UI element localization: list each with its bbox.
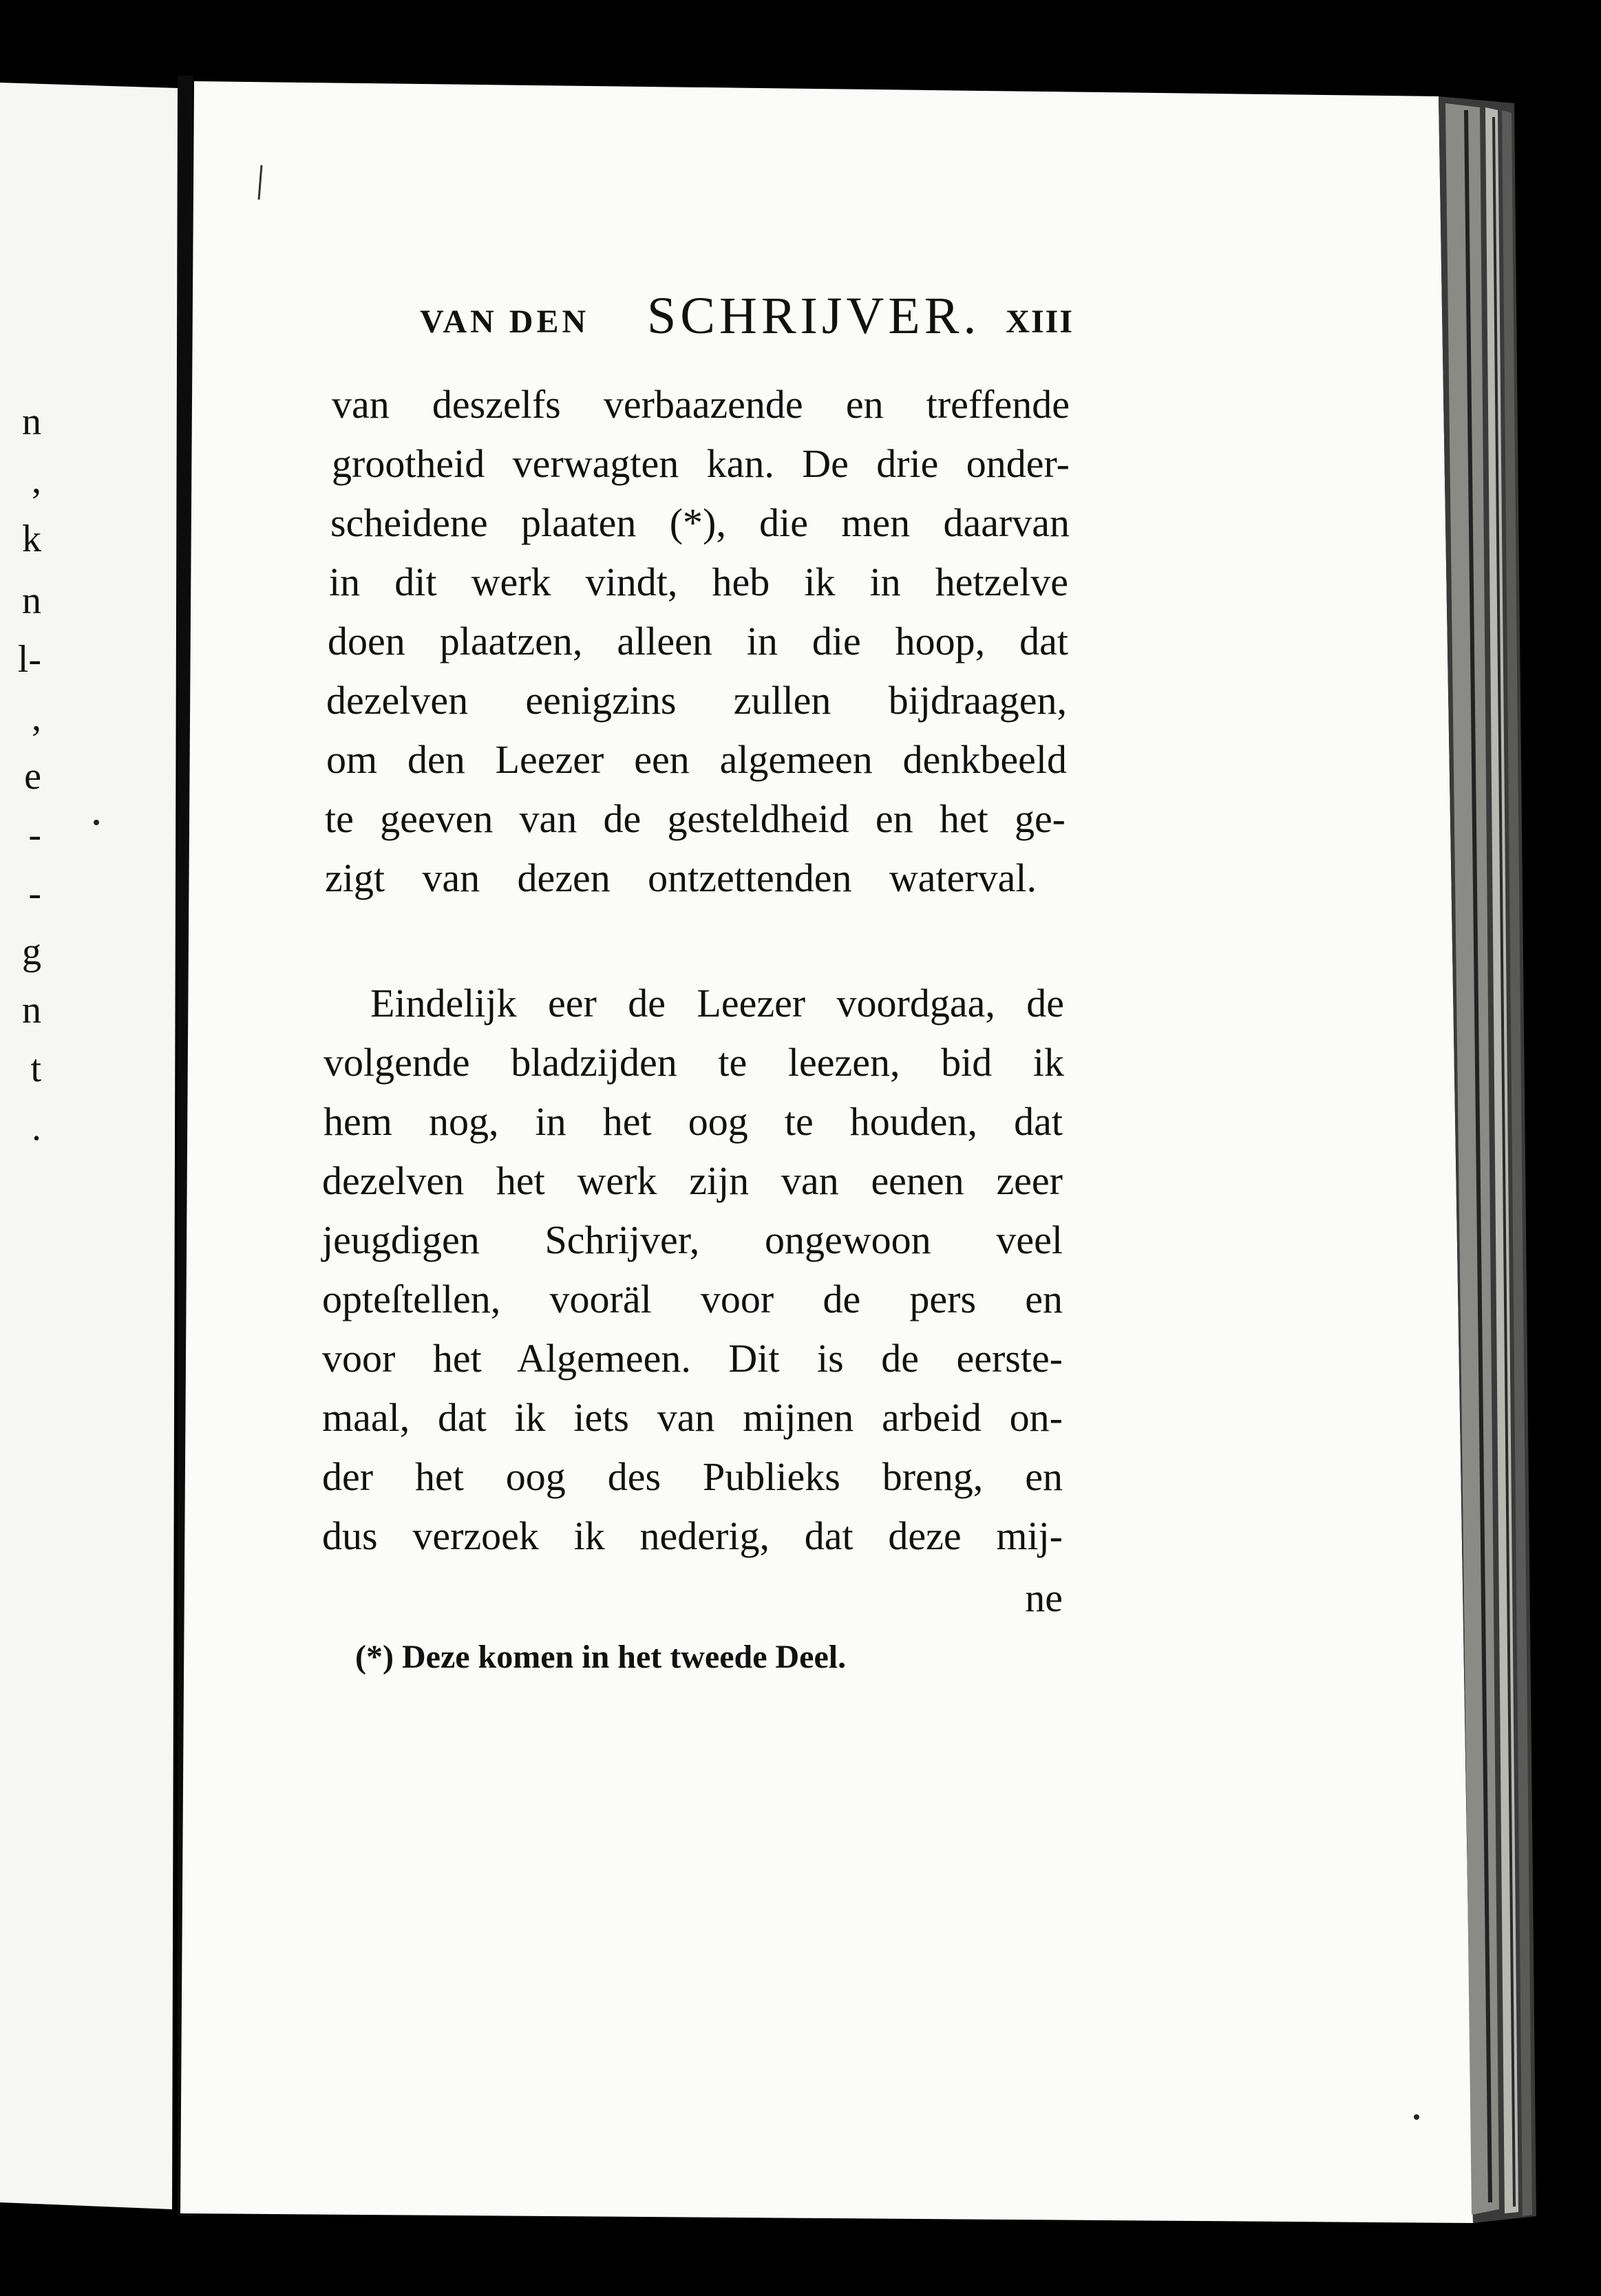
margin-char: g: [22, 931, 41, 973]
text-line: voor het Algemeen. Dit is de eerste-: [322, 1336, 1063, 1381]
text-line: dus verzoek ik nederig, dat deze mij-: [322, 1513, 1063, 1558]
text-line: doen plaatzen, alleen in die hoop, dat: [328, 619, 1068, 663]
running-head-title: SCHRIJVER.: [647, 287, 981, 345]
margin-char: n: [22, 401, 41, 443]
text-line: dezelven eenigzins zullen bijdraagen,: [326, 678, 1067, 723]
text-line: van deszelfs verbaazende en treffende: [332, 382, 1070, 427]
margin-char: n: [22, 580, 41, 622]
text-line: maal, dat ik iets van mijnen arbeid on-: [322, 1395, 1063, 1440]
page-number: XIII: [1006, 304, 1074, 340]
margin-char: e: [24, 755, 41, 798]
margin-char: t: [30, 1048, 41, 1090]
text-line: te geeven van de gesteldheid en het ge-: [325, 796, 1065, 841]
text-line: scheidene plaaten (*), die men daarvan: [330, 500, 1070, 545]
text-line: Eindelijk eer de Leezer voordgaa, de: [370, 981, 1064, 1025]
margin-char: k: [22, 518, 41, 560]
margin-char: ,: [32, 459, 41, 502]
text-line: grootheid verwagten kan. De drie onder-: [332, 441, 1070, 486]
text-line: hem nog, in het oog te houden, dat: [324, 1099, 1063, 1144]
running-head: [420, 286, 1074, 348]
running-head-prefix: VAN DEN: [420, 304, 590, 340]
margin-char: l-: [17, 638, 41, 681]
text-line: jeugdigen Schrijver, ongewoon veel: [322, 1218, 1063, 1262]
margin-char: .: [32, 1106, 41, 1149]
text-line: om den Leezer een algemeen denkbeeld: [326, 737, 1067, 782]
text-line: dezelven het werk zijn van eenen zeer: [322, 1158, 1063, 1203]
catchword: ne: [1025, 1575, 1063, 1620]
margin-char: ,: [32, 697, 41, 739]
text-line: volgende bladzijden te leezen, bid ik: [324, 1040, 1064, 1085]
margin-char: n: [22, 989, 41, 1032]
margin-char: -: [28, 872, 41, 915]
footnote: (*) Deze komen in het tweede Deel.: [355, 1639, 847, 1675]
text-line: der het oog des Publieks breng, en: [322, 1454, 1063, 1499]
margin-char: -: [28, 814, 41, 856]
text-line: in dit werk vindt, heb ik in hetzelve: [329, 560, 1068, 604]
text-line: opteſtellen, vooräl voor de pers en: [322, 1277, 1063, 1321]
text-line: zigt van dezen ontzettenden waterval.: [325, 855, 1037, 900]
